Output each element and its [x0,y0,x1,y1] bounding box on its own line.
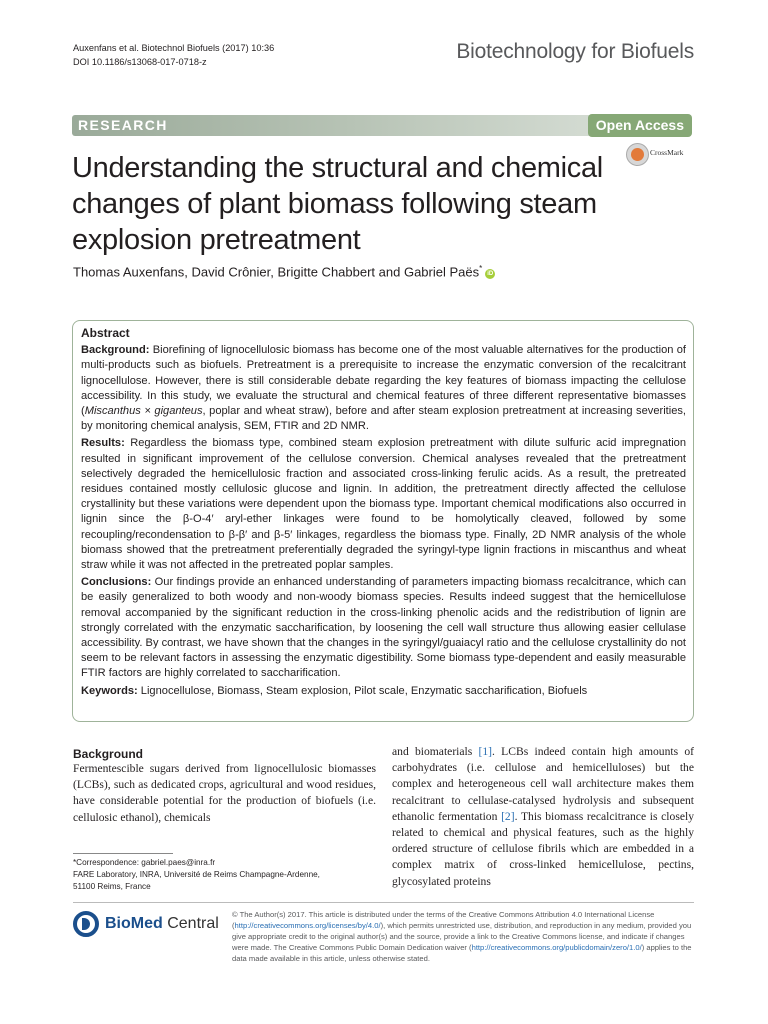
publisher-logo[interactable] [73,909,223,943]
abstract-content [81,326,686,701]
footer-divider [73,902,694,903]
footnote-divider [73,853,173,854]
abstract-keywords: Keywords: Lignocellulose, Biomass, Steam explosion, Pilot scale, Enzymatic saccharification, Biofuels [81,684,588,697]
section-heading: Background [73,747,144,761]
corresponding-author-mark: * [479,264,483,273]
reference-link-2[interactable]: [2] [501,809,515,823]
conclusions-label: Conclusions: [81,576,152,589]
orcid-icon[interactable]: iD [487,271,494,278]
abstract-conclusions: Conclusions: Our findings provide an enhanced understanding of parameters impacting biomass recalcitrance, which can be easily generalized to both woody and non-woody biomass species. Results indeed suggest that the hemicellulose removal accompanied by the significant reduction in the cross-linking phenolic acids and the redistribution of lignin are strongly correlated with the enzymatic saccharification, by loosening the cell wall structure thus allowing easier cellulase accessibility. By contrast, we have shown that the changes in the syringyl/guaiacyl ratio and the cellulose crystallinity do not seem to be relevant factors in assessing the enzymatic digestibility. Some biomass type-dependent and easily measurable FTIR factors are highly correlated to saccharification. [81,576,686,680]
authors-text: Thomas Auxenfans, David Crônier, Brigitte Chabbert and Gabriel Paës [73,264,480,280]
license-statement: © The Author(s) 2017. This article is distributed under the terms of the Creative Commons Attribution 4.0 International License (http://creativecommons.org/licenses/by/4.0/), which permits unrestricted use, distribution, and reproduction in any medium, provided you give appropriate credit to the original author(s) and the source, provide a link to the Creative Commons license, and indicate if changes were made. The Creative Commons Public Domain Dedication waiver (http://creativecommons.org/publicdomain/zero/1.0/) applies to the data made available in this article, unless otherwise stated. [232,910,692,963]
keywords-label: Keywords: [81,684,138,697]
abstract-background: Background: Biorefining of lignocellulosic biomass has become one of the most valuable alternatives for the production of multi-products such as biofuels. Pretreatment is a prerequisite to increase the enzymatic conversion of the recalcitrant lignocellulose. However, there is still considerable debate regarding the key features of biomass impacting the cellulose accessibility. In this study, we evaluate the structural and chemical features of three different representative biomasses (Miscanthus × giganteus, poplar and wheat straw), before and after steam explosion pretreatment at increasing severities, by monitoring chemical analysis, SEM, FTIR and 2D NMR. [81,344,687,433]
correspondence-note [73,857,373,893]
background-label: Background: [81,344,150,357]
abstract-heading: Abstract [81,326,130,340]
reference-link-1[interactable]: [1] [478,745,493,758]
left-column [73,747,376,826]
cc-by-license-link[interactable]: http://creativecommons.org/licenses/by/4.0/ [234,921,381,930]
correspondence-email: *Correspondence: gabriel.paes@inra.fr [73,858,216,867]
article-title: Understanding the structural and chemical changes of plant biomass following steam explosion pretreatment [72,152,603,256]
doi-line: DOI 10.1186/s13068-017-0718-z [73,57,207,67]
species-name: Miscanthus × giganteus [84,405,203,418]
results-label: Results: [81,437,125,450]
citation-block [73,41,274,69]
correspondence-address: 51100 Reims, France [73,882,151,891]
author-list [73,264,495,279]
open-access-badge: Open Access [588,114,692,137]
crossmark-label: CrossMark [650,148,684,157]
correspondence-affiliation: FARE Laboratory, INRA, Université de Reims Champagne-Ardenne, [73,870,320,879]
body-paragraph: Fermentescible sugars derived from lignocellulosic biomasses (LCBs), such as dedicated crops, agricultural and wood residues, have considerable potential for the production of biofuels (i.e. cellulosic ethanol), chemicals [73,762,376,824]
body-paragraph: and biomaterials [1]. LCBs indeed contain high amounts of carbohydrates (i.e. cellulose and hemicelluloses) but the complex and heterogeneous cell wall architecture makes them recalcitrant to cellulase-catalysed hydrolysis and subsequent ethanolic fermentation [2]. This biomass recalcitrance is closely related to chemical and physical features, such as the highly ordered structure of cellulose fibrils which are embedded in a complex matrix of cross-linked hemicellulose, pectins, glycosylated proteins [392,745,694,888]
right-column [392,744,694,890]
citation-line: Auxenfans et al. Biotechnol Biofuels (2017) 10:36 [73,43,275,53]
journal-name[interactable]: Biotechnology for Biofuels [456,40,694,63]
abstract-results: Results: Regardless the biomass type, combined steam explosion pretreatment with dilute sulfuric acid impregnation resulted in significant improvement of the cellulose conversion. Chemical analyses revealed that the pretreatment selectively degraded the hemicellulosic fraction and associated cross-linking ferulic acids. As a result, the pretreated residues contained mostly cellulosic glucose and lignin. In addition, the pretreatment directly affected the cellulose crystallinity but these variations were dependent upon the biomass type. Important chemical modifications also occurred in lignin since the β-O-4′ aryl-ether linkages were found to be homolytically cleaved, followed by some recoupling/recondensation to β-β′ and β-5′ linkages, regardless the biomass type. Finally, 2D NMR analysis of the whole biomass showed that the pretreatment preferentially degraded the syringyl-type lignin fractions in miscanthus and wheat straw while it was not affected in the pretreated poplar samples. [81,437,686,572]
crossmark-button[interactable] [626,143,696,165]
cc0-waiver-link[interactable]: http://creativecommons.org/publicdomain/zero/1.0/ [471,943,642,952]
publisher-name: BioMed Central [105,915,219,932]
article-type-label: RESEARCH [78,117,168,133]
